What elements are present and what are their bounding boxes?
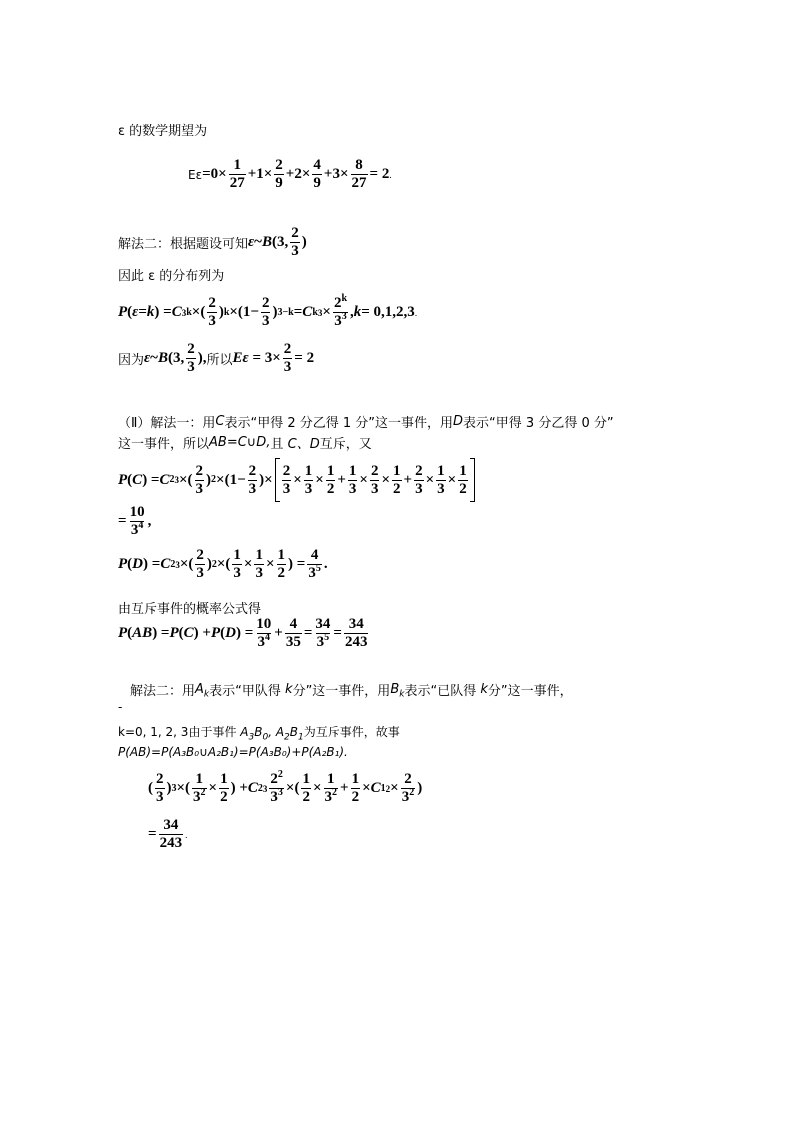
expectation-binomial-line: 因为 ε ~ B (3, 2 3 ), 所以 Eε = 3× $\frac{2}{3}$ = 2: [118, 341, 315, 375]
distribution-heading: 因此 ε 的分布列为: [118, 269, 225, 284]
k-values-line: k=0, 1, 2, 3 由于事件 $A_3B_0$, $A_2B_1$ 为互斥事件，故事: [118, 724, 400, 742]
expectation-heading: ε 的数学期望为: [118, 124, 208, 139]
part2-line2: 这一事件，所以 AB=C∪D, 且 C、D 互斥，又: [118, 435, 372, 452]
expectation-formula: Eε =0× 1 27 +1× 2 9 +2× 4 9 +3× 8 27 = 2 .: [188, 157, 392, 191]
pc-result: = 10 $3^4$ ,: [118, 504, 152, 538]
pc-formula: P ( C ) = C 2 3 ×( 2 3 ) 2 ×(1− 2 3 )× 2 3 × 1 3 × 1 2 + 1 3 × 2 3 × 1 2 + 2 3 × 1 3 × 1 2: [118, 458, 477, 502]
pab-union-line: P(AB)=P(A₃B₀∪A₂B₁)=P(A₃B₀)+P(A₂B₁).: [118, 745, 348, 759]
dash-mark: -: [118, 700, 123, 714]
pd-formula: P ( D ) = C 2 3 ×( 2 3 ) 2 ×( 1 3 × 1 3 × 1 2 ) = 4 $3^5$ .: [118, 547, 328, 581]
pab-expansion-formula: ( 2 3 ) 3 ×( 1 $3^2$ × 1 2 ) + C 2 3 $2^2$ $3^3$ ×( 1 2 × 1 $3^2$ + 1 2 × C 1 2 × 2 $3^2$ ): [148, 769, 423, 805]
part2-line1: （Ⅱ）解法一：用 C 表示“甲得 2 分乙得 1 分”这一事件，用 D 表示“甲得 3 分乙得 0 分”: [118, 414, 614, 431]
solution2b-line: 解法二：用 $A_k$ 表示“甲队得 k 分”这一事件，用 $B_k$ 表示“已队得 k 分”这一事件，: [130, 682, 573, 700]
mutex-heading: 由互斥事件的概率公式得: [118, 602, 262, 617]
solution2-binomial-line: 解法二：根据题设可知 ε ~ B (3, 2 3 ): [118, 225, 307, 259]
final-result: = 34 243 .: [148, 817, 188, 851]
distribution-formula: P ( ε = k ) = C 3 k ×( 2 3 ) k ×(1− 2 3 ) 3−k = C k 3 × $2^k$ $3^3$ , k = 0,1,2,3 .: [118, 293, 418, 329]
pab-formula: P ( AB ) = P ( C ) + P ( D ) = 10 $3^4$ + 4 35 = 34 $3^5$ = 34 243: [118, 616, 368, 650]
